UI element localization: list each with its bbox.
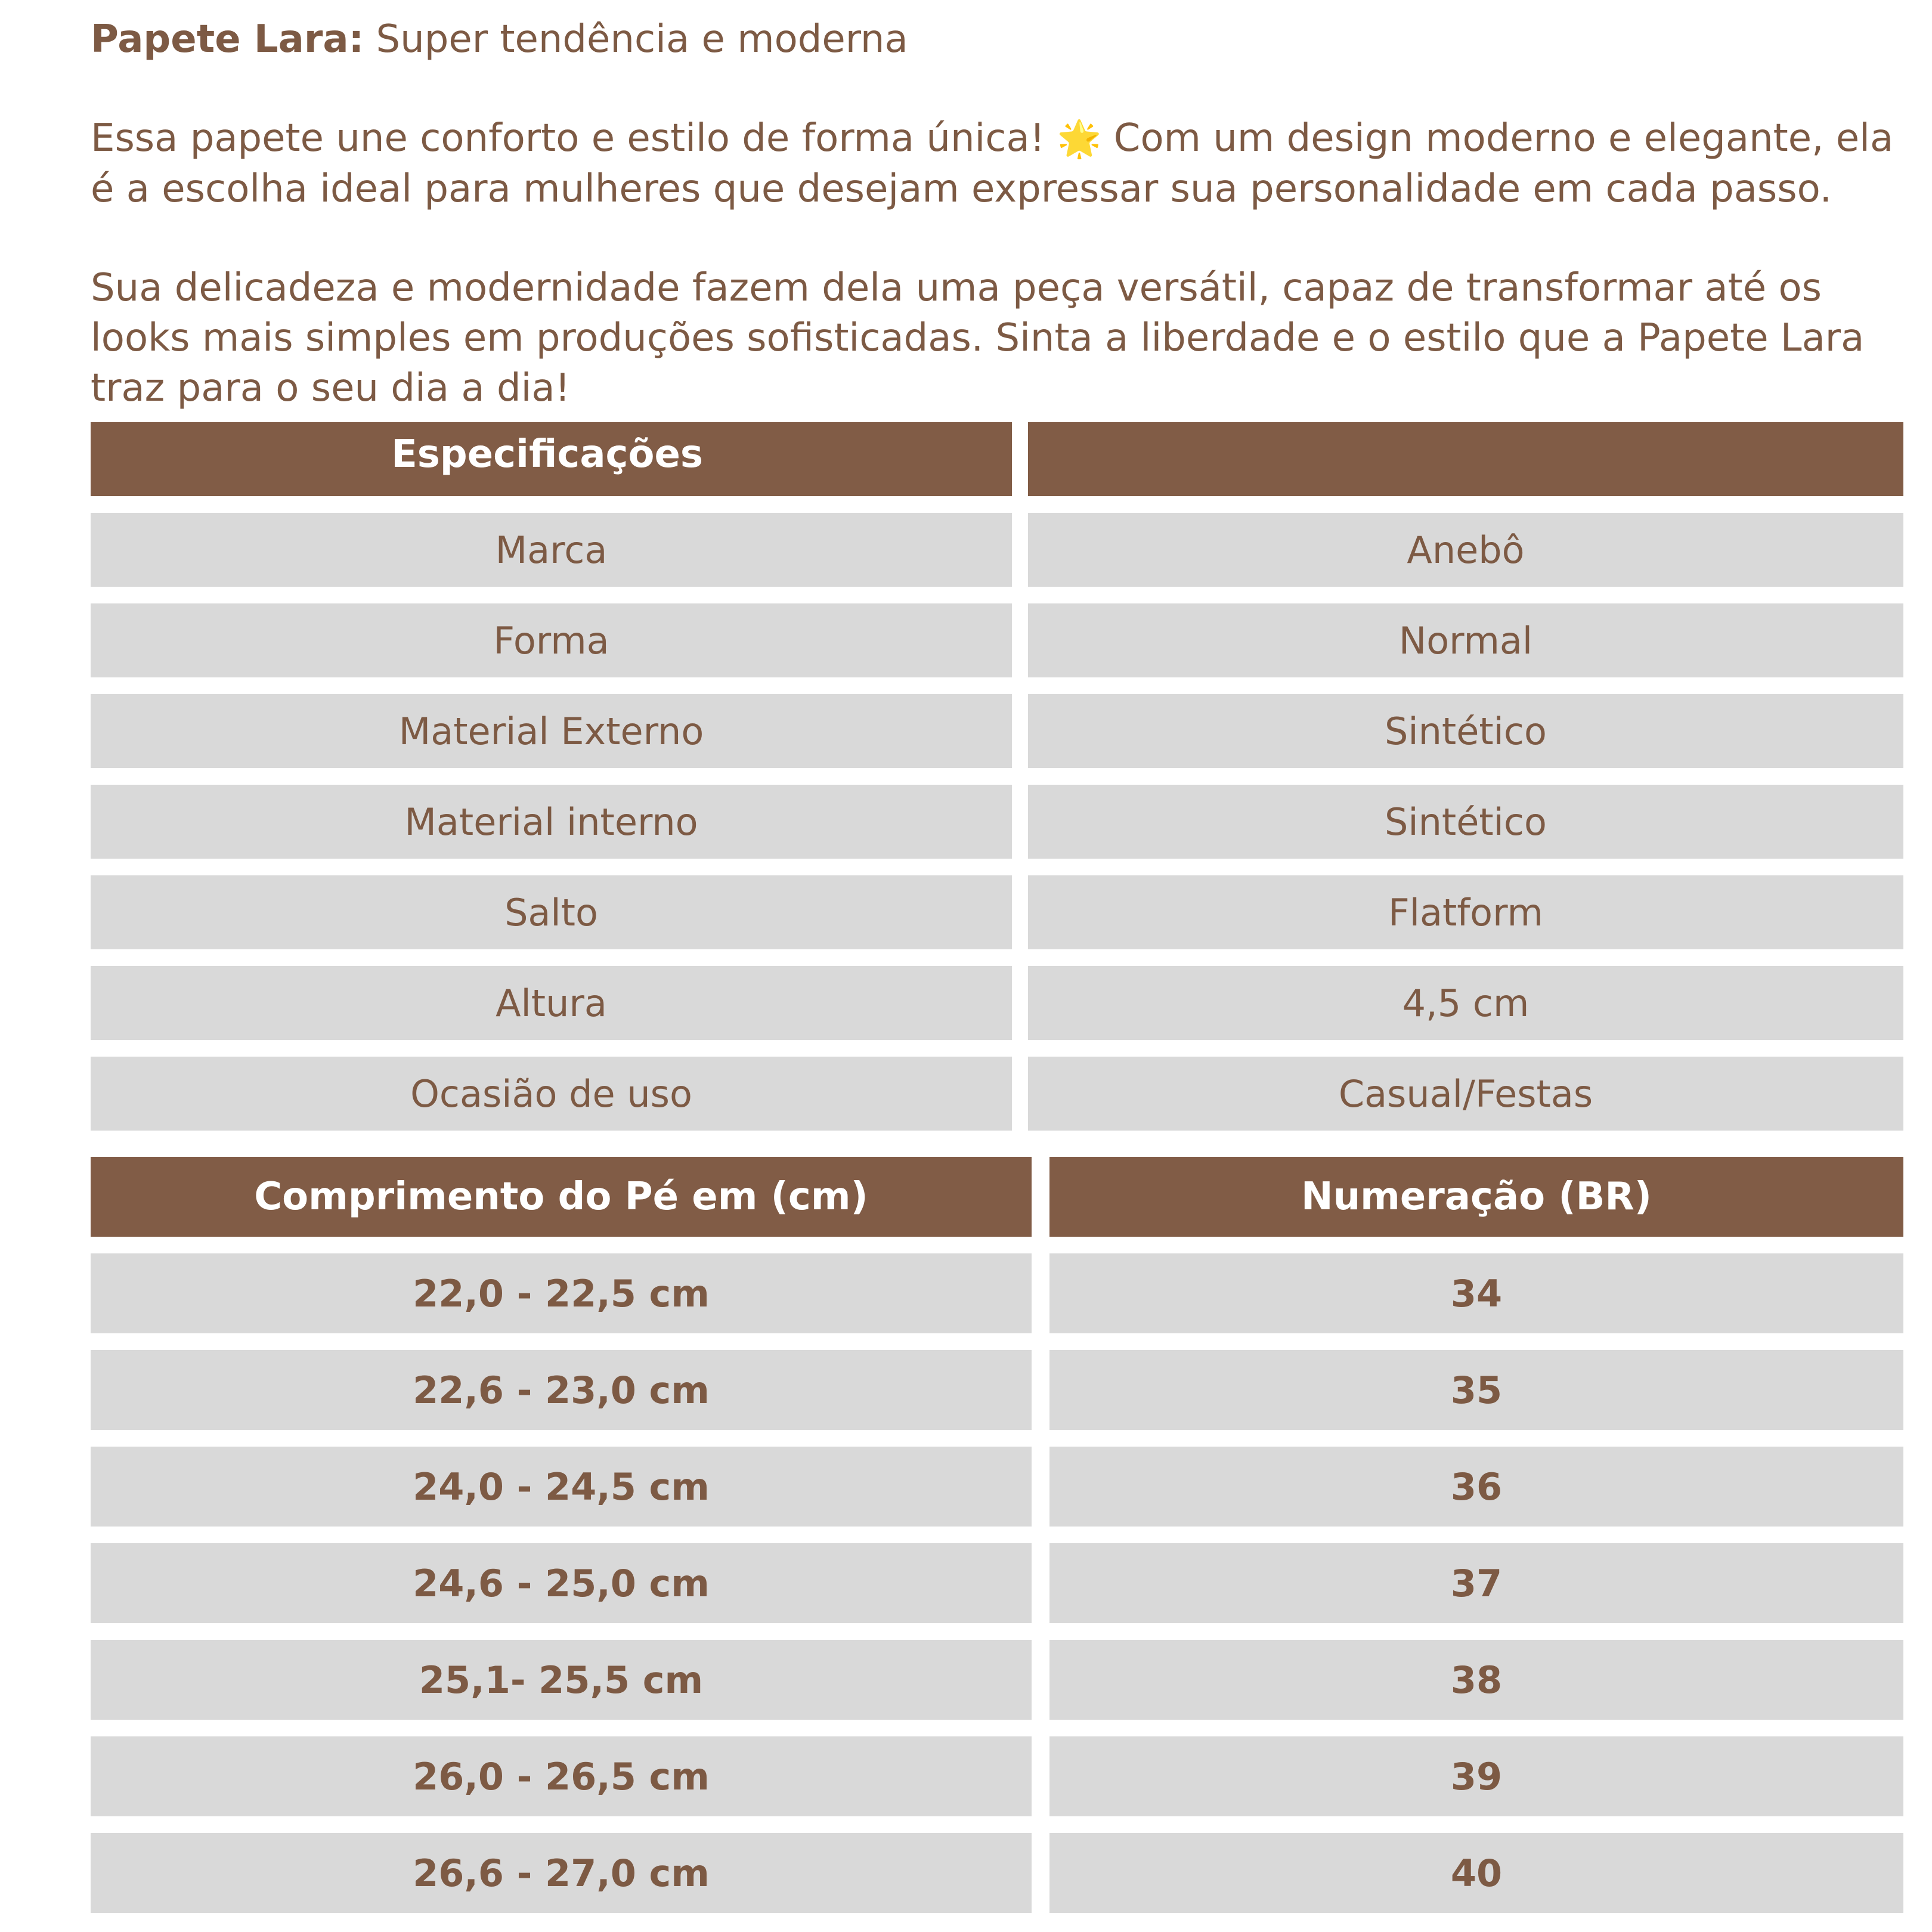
br-size-cell: 39 [1049, 1736, 1903, 1816]
spec-value: Sintético [1028, 785, 1903, 859]
spec-value: 4,5 cm [1028, 966, 1903, 1040]
spec-row [91, 785, 1903, 859]
spec-row [91, 603, 1903, 677]
br-size-cell: 36 [1049, 1447, 1903, 1527]
description-text-1b: Com um design moderno e elegante, ela é a escolha ideal para mulheres que desejam expressar sua personalidade em cada passo. [91, 116, 1894, 211]
spec-header-cell [91, 422, 1012, 496]
br-size-cell: 40 [1049, 1833, 1903, 1913]
spec-row [91, 966, 1903, 1040]
description-paragraph-1 [91, 113, 1903, 214]
foot-length-cell: 26,6 - 27,0 cm [91, 1833, 1032, 1913]
spec-value: Flatform [1028, 875, 1903, 949]
size-row [91, 1640, 1903, 1720]
foot-length-cell: 24,0 - 24,5 cm [91, 1447, 1032, 1527]
br-size-cell: 34 [1049, 1253, 1903, 1333]
foot-length-cell: 22,6 - 23,0 cm [91, 1350, 1032, 1430]
spec-row [91, 875, 1903, 949]
br-size-cell: 37 [1049, 1543, 1903, 1623]
product-description [91, 14, 1903, 413]
foot-length-header: Comprimento do Pé em (cm) [91, 1157, 1032, 1237]
spec-row [91, 694, 1903, 768]
size-row [91, 1833, 1903, 1913]
spec-value: Normal [1028, 603, 1903, 677]
product-title [91, 14, 1903, 64]
spec-label: Material Externo [91, 694, 1012, 768]
spec-label: Ocasião de uso [91, 1057, 1012, 1131]
spec-label: Altura [91, 966, 1012, 1040]
size-chart-table [91, 1157, 1903, 1930]
spec-value: Casual/Festas [1028, 1057, 1903, 1131]
product-name: Papete Lara: [91, 17, 364, 61]
spec-label: Salto [91, 875, 1012, 949]
description-text-1a: Essa papete une conforto e estilo de forma única! [91, 116, 1057, 160]
spec-value: Sintético [1028, 694, 1903, 768]
spec-header-row [91, 422, 1903, 496]
description-paragraph-2: Sua delicadeza e modernidade fazem dela uma peça versátil, capaz de transformar até os looks mais simples em produções sofisticadas. Sinta a liberdade e o estilo que a Papete Lara traz para o seu dia a dia! [91, 266, 1865, 410]
foot-length-cell: 22,0 - 22,5 cm [91, 1253, 1032, 1333]
size-row [91, 1447, 1903, 1527]
product-tagline: Super tendência e moderna [364, 17, 908, 61]
size-header-row [91, 1157, 1903, 1237]
foot-length-cell: 26,0 - 26,5 cm [91, 1736, 1032, 1816]
star-icon: 🌟 [1057, 118, 1102, 160]
specifications-table [91, 422, 1903, 1147]
spec-row [91, 1057, 1903, 1131]
br-size-cell: 35 [1049, 1350, 1903, 1430]
size-row [91, 1253, 1903, 1333]
spec-header-cell-empty [1028, 422, 1903, 496]
spec-value: Anebô [1028, 513, 1903, 587]
size-row [91, 1736, 1903, 1816]
spec-label: Marca [91, 513, 1012, 587]
foot-length-cell: 24,6 - 25,0 cm [91, 1543, 1032, 1623]
spec-header-label: Especificações [391, 432, 703, 476]
br-size-header: Numeração (BR) [1049, 1157, 1903, 1237]
foot-length-cell: 25,1- 25,5 cm [91, 1640, 1032, 1720]
spec-label: Material interno [91, 785, 1012, 859]
size-row [91, 1543, 1903, 1623]
br-size-cell: 38 [1049, 1640, 1903, 1720]
spec-label: Forma [91, 603, 1012, 677]
size-row [91, 1350, 1903, 1430]
spec-row [91, 513, 1903, 587]
